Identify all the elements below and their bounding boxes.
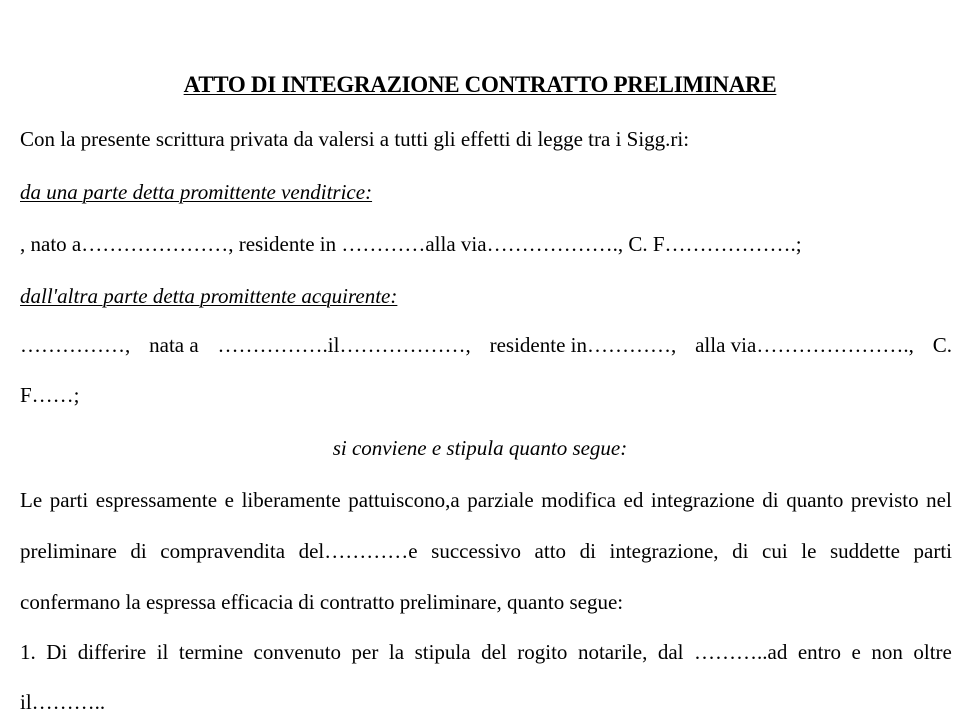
word: per <box>351 640 379 664</box>
word: entro <box>797 640 842 664</box>
word: rogito <box>517 640 568 664</box>
word: parti <box>913 539 952 563</box>
word: parziale <box>467 488 534 512</box>
intro-line: Con la presente scrittura privata da valersi a tutti gli effetti di legge tra i Sigg.ri: <box>20 127 690 151</box>
word: notarile, <box>577 640 648 664</box>
word: e <box>851 640 861 664</box>
word: integrazione, <box>609 539 719 563</box>
word: successivo <box>431 539 521 563</box>
word: C. <box>932 333 952 357</box>
word: il <box>156 640 169 664</box>
word: atto <box>534 539 567 563</box>
word: 1. <box>20 640 36 664</box>
word: di <box>130 539 147 563</box>
word: residente in…………, <box>489 333 677 357</box>
body-line2 <box>20 539 952 564</box>
word: espressamente <box>95 488 218 512</box>
word: di <box>579 539 596 563</box>
agreement-heading: si conviene e stipula quanto segue: <box>332 436 628 460</box>
word: cui <box>762 539 788 563</box>
word: ed <box>623 488 644 512</box>
body-line1 <box>20 488 952 513</box>
clause1-line1 <box>20 640 952 665</box>
word: ……………, <box>20 333 131 357</box>
document-title: ATTO DI INTEGRAZIONE CONTRATTO PRELIMINARE <box>183 72 777 97</box>
word: stipula <box>414 640 471 664</box>
buyer-details-line1 <box>20 333 952 358</box>
word: ………..ad <box>694 640 788 664</box>
clause1-line2: il……….. <box>20 690 106 714</box>
word: compravendita <box>160 539 286 563</box>
word: del <box>481 640 507 664</box>
word: di <box>762 488 779 512</box>
word: modifica <box>541 488 616 512</box>
word: integrazione <box>650 488 755 512</box>
buyer-heading-text: dall'altra parte detta promittente acquirente: <box>20 284 398 308</box>
word: le <box>801 539 817 563</box>
buyer-heading <box>20 284 397 309</box>
buyer-details-line2: F……; <box>20 383 80 407</box>
word: non <box>871 640 903 664</box>
word: nel <box>926 488 952 512</box>
word: la <box>388 640 405 664</box>
seller-heading-text: da una parte detta promittente venditrice: <box>20 180 373 204</box>
seller-heading <box>20 180 372 205</box>
word: …………….il………………, <box>217 333 471 357</box>
word: previsto <box>850 488 919 512</box>
body-line3: confermano la espressa efficacia di contratto preliminare, quanto segue: <box>20 590 624 614</box>
word: Di <box>46 640 68 664</box>
word: parti <box>49 488 89 512</box>
word: termine <box>178 640 244 664</box>
word: differire <box>77 640 147 664</box>
word: pattuiscono,a <box>348 488 460 512</box>
word: di <box>732 539 749 563</box>
word: dal <box>657 640 684 664</box>
word: liberamente <box>241 488 341 512</box>
word: convenuto <box>253 640 342 664</box>
word: oltre <box>913 640 952 664</box>
seller-details: , nato a…………………, residente in …………alla via………………., C. F……………….; <box>20 232 802 256</box>
word: del…………e <box>298 539 418 563</box>
word: nata a <box>149 333 199 357</box>
word: Le <box>20 488 43 512</box>
word: e <box>224 488 234 512</box>
word: quanto <box>786 488 844 512</box>
word: preliminare <box>20 539 117 563</box>
word: suddette <box>829 539 900 563</box>
word: alla via…………………., <box>695 333 914 357</box>
